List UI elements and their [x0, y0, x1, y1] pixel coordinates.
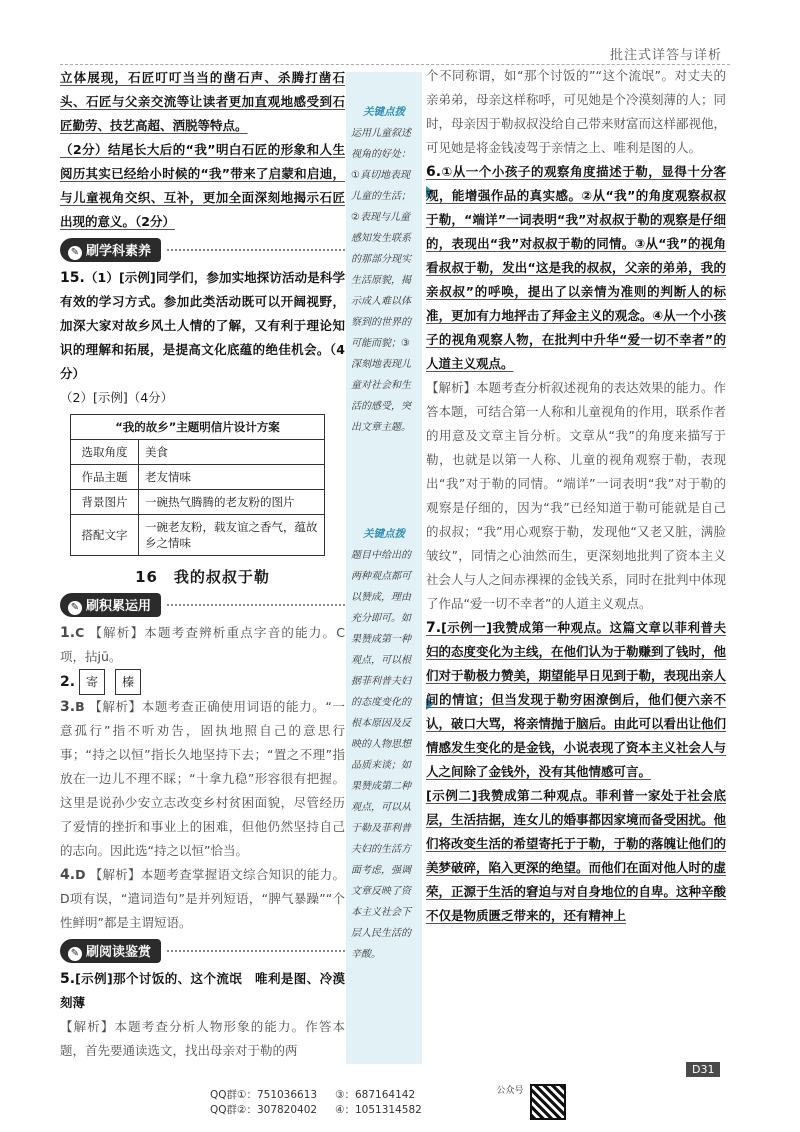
qq-group-4: 1051314582: [355, 1104, 422, 1116]
table-row: 作品主题 老友情味: [71, 465, 325, 490]
table-title: “我的故乡”主题明信片设计方案: [71, 415, 325, 440]
q2-answer: 2. 寄 榛: [60, 669, 345, 695]
qq-group-1: 751036613: [256, 1089, 318, 1101]
section-label: 刷阅读鉴赏: [86, 945, 152, 960]
pen-icon: ✎: [68, 947, 82, 961]
q6-answer: 6.①从一个小孩子的观察角度描述于勒，显得十分客观，能增强作品的真实感。②从“我”的角度观察叔叔于勒，“端详”一词表明“我”对叔叔于勒的观察是仔细的，表现出“我”对叔叔于勒的同情。③从“我”的视角看叔叔于勒，发出“这是我的叔叔，父亲的弟弟，我的亲叔叔”的呼唤，提出了以亲情为准则的判断人的标准，更加有力地抨击了拜金主义的观念。④从一个小孩子的视角观察人物，在批判中升华“爱一切不幸者”的人道主义观点。: [426, 164, 726, 371]
qq-group-2: 307820402: [256, 1104, 318, 1116]
q5-analysis: 【解析】本题考查分析人物形象的能力。作答本题，首先要通读选文，找出母亲对于勒的两: [60, 1019, 345, 1058]
key-tips-column: [346, 72, 422, 1064]
qq-group-3: 687164142: [355, 1089, 416, 1101]
key-tip-title-2: 关键点拨: [363, 528, 405, 540]
pen-icon: ✎: [68, 246, 82, 260]
qr-code-icon: [530, 1084, 566, 1120]
q6-analysis: 【解析】本题考查分析叙述视角的表达效果的能力。作答本题，可结合第一人称和儿童视角的作用，联系作者的用意及文章主旨分析。文章从“我”的角度来描写于勒，也就是以第一人称、儿童的视角观察于勒，表现出“我”对于勒的同情。“端详”一词表明“我”对于勒的观察是仔细的，因为“我”已经知道于勒可能就是自己的叔叔；“我”用心观察于勒，发现他“又老又脏，满脸皱纹”，同情之心油然而生，更深刻地批判了资本主义社会人与人之间赤裸裸的金钱关系，同时在批判中体现了作品“爱一切不幸者”的人道主义观点。: [426, 380, 727, 611]
lesson-title: 16 我的叔叔于勒: [135, 568, 270, 586]
q3-answer: 3.B 【解析】本题考查正确使用词语的能力。“一意孤行”指不听劝告，固执地照自己的意思行事；“持之以恒”指长久地坚持下去；“置之不理”指放在一边儿不理不睬；“十拿九稳”形容很有把握。这里是说孙少安立志改变乡村贫困面貌，尽管经历了爱情的挫折和事业上的困难，但他仍然坚持自己的志向。因此选“持之以恒”恰当。: [60, 699, 345, 858]
q7-example-2: [示例二]我赞成第二种观点。菲利普一家处于社会底层，生活拮据，连女儿的婚事都因家境而备受困扰。他们将改变生活的希望寄托于于勒，于勒的落魄让他们的美梦破碎，陷入更深的绝望。而他们在面对他人时的虚荣，正源于生活的窘迫与对自身地位的自卑。这种辛酸不仅是物质匮乏带来的，还有精神上: [426, 788, 727, 923]
table-row: 选取角度 美食: [71, 440, 325, 465]
footer-qq-groups: QQ群①：751036613 ③：687164142 QQ群②：307820402 ④：1051314582: [210, 1089, 422, 1116]
section-header-literacy: [60, 238, 345, 262]
q5-answer: 5.[示例]那个讨饭的、这个流氓 唯利是图、冷漠刻薄: [60, 971, 345, 1010]
postcard-design-table: [70, 414, 325, 556]
q15-part2: （2）[示例]（4分）: [60, 390, 174, 405]
q14-continuation-1: 立体展现，石匠叮叮当当的凿石声、杀腾打凿石头、石匠与父亲交流等让读者更加直观地感受到石匠勤劳、技艺高超、洒脱等特点。: [60, 70, 345, 133]
section-label: 刷学科素养: [86, 244, 152, 259]
page-number: D31: [686, 1062, 720, 1077]
q5-continuation: 个不同称谓，如“那个讨饭的”“这个流氓”。对丈夫的亲弟弟，母亲这样称呼，可见她是个冷漠刻薄的人；同时，母亲因于勒叔叔没给自己带来财富而这样鄙视他，可见她是将金钱凌驾于亲情之上、唯利是图的人。: [426, 68, 727, 155]
brand-label: 公众号: [496, 1086, 524, 1096]
section-header-accumulation: [60, 593, 345, 617]
left-column: [60, 66, 345, 1063]
q4-answer: 4.D 【解析】本题考查掌握语文综合知识的能力。D项有误，“遣词造句”是并列短语，“脾气暴躁”“个性鲜明”都是主谓短语。: [60, 867, 345, 930]
q14-continuation-2: （2分）结尾长大后的“我”明白石匠的形象和人生阅历其实已经给小时候的“我”带来了启蒙和启迪，与儿童视角交织、互补，更加全面深刻地揭示石匠出现的意义。（2分）: [60, 142, 345, 229]
table-row: 背景图片 一碗热气腾腾的老友粉的图片: [71, 490, 325, 515]
section-header-reading: [60, 939, 345, 963]
table-row: 搭配文字 一碗老友粉，载友谊之香气，蕴故乡之情味: [71, 515, 325, 556]
q15-part1: 15.（1）[示例]同学们，参加实地探访活动是科学有效的学习方式。参加此类活动既可以开阔视野，加深大家对故乡风土人情的了解，又有利于理论知识的理解和拓展，是提高文化底蕴的绝佳机会。（4分）: [60, 270, 345, 381]
q1-answer: 1.C 【解析】本题考查辨析重点字音的能力。C项，拈jū。: [60, 625, 345, 664]
key-tip-text-2: 题目中给出的两种观点都可以赞成，理由充分即可。如果赞成第一种观点，可以根据菲利普夫妇的态度变化的根本原因及反映的人物思想品质来谈；如果赞成第二种观点，可以从于勒及菲利普夫妇的生活方面考虑，强调文章反映了资本主义社会下层人民生活的辛酸。: [351, 550, 411, 960]
section-label: 刷积累运用: [86, 599, 152, 614]
pen-icon: ✎: [68, 601, 82, 615]
key-tip-text-1: 运用儿童叙述视角的好处：①真切地表现儿童的生活；②表现与儿童感知发生联系的那部分现实生活原貌，揭示成人难以体察到的世界的可能而貌；③深刻地表现儿童对社会和生活的感受，突出文章主题。: [351, 128, 411, 433]
page-header-title: 批注式详答与详析: [609, 48, 722, 63]
key-tip-title-1: 关键点拨: [363, 106, 405, 118]
right-column: [426, 64, 726, 928]
q7-example-1: 7.[示例一]我赞成第一种观点。这篇文章以菲利普夫妇的态度变化为主线，在他们认为于勒赚到了钱时，他们对于勒极力赞美，期望能早日见到于勒，表现出亲人间的情谊；但当发现于勒穷困潦倒后，他们便六亲不认，破口大骂，将亲情抛于脑后。由此可以看出让他们情感发生变化的是金钱，小说表现了资本主义社会人与人之间除了金钱外，没有其他情感可言。: [426, 620, 727, 779]
